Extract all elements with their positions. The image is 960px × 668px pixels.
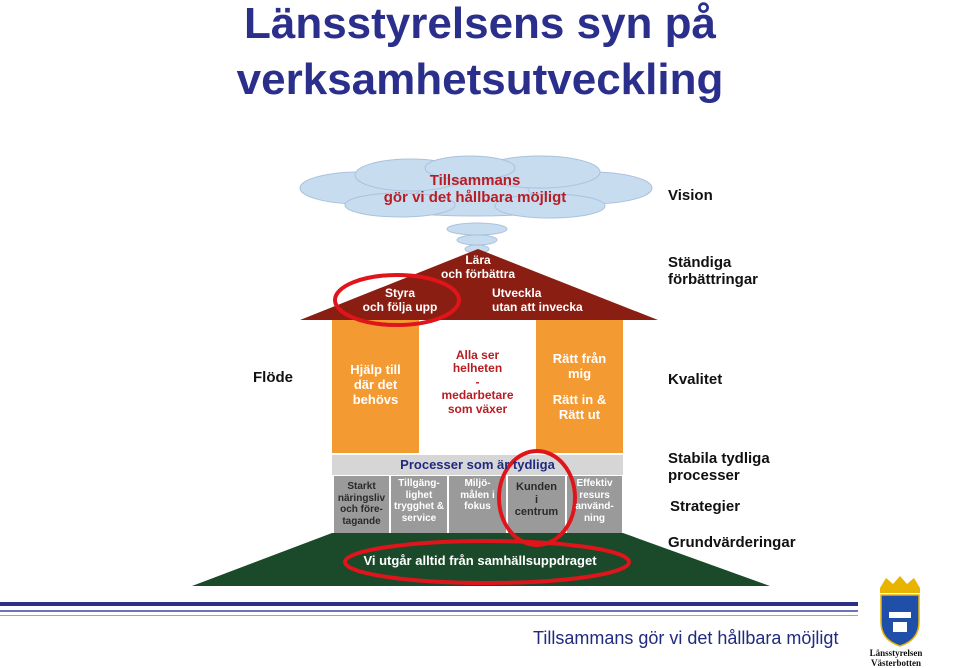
process-box-4-text [508, 481, 565, 519]
page-title-line1: Länsstyrelsens syn på [243, 0, 716, 48]
process-box-1-text [334, 481, 389, 527]
cloud-puffs [447, 223, 507, 253]
roof-right-text [492, 287, 622, 315]
logo-text-line-2: Västerbotten [871, 658, 921, 668]
label-stabila-processer [668, 450, 770, 485]
footer-slogan: Tillsammans gör vi det hållbara möjligt [533, 628, 839, 648]
process-box-2-line-4: service [401, 512, 437, 524]
roof-left-line-1: Styra [384, 286, 416, 300]
right-wall [536, 320, 623, 453]
roof-top-line-2: och förbättra [440, 266, 515, 281]
right-wall-bottom-line-2: Rätt ut [558, 406, 601, 422]
label-standiga-line-2: förbättringar [668, 271, 758, 289]
label-stabila-line-2: processer [668, 467, 740, 485]
footer-stripe-2 [0, 610, 858, 612]
process-header: Processer som är tydliga [400, 457, 555, 472]
process-box-2-line-3: trygghet & [394, 501, 444, 512]
process-box-3-line-3: fokus [464, 501, 491, 512]
process-box-5-text [567, 478, 622, 524]
label-stabila-line-1: Stabila tydliga [668, 450, 770, 467]
roof-left-line-2: och följa upp [362, 299, 438, 314]
roof-left-text [345, 287, 455, 315]
roof-top-text [418, 254, 538, 282]
logo-text-line-1: Länsstyrelsen [869, 648, 923, 658]
right-wall-top-text [536, 352, 623, 382]
right-wall-top-line-1: Rätt från [552, 351, 607, 366]
cloud-line-2: gör vi det hållbara möjligt [383, 189, 567, 207]
left-wall-text [332, 363, 419, 408]
process-box-1-line-2: näringsliv [337, 492, 386, 504]
cloud-text [340, 172, 610, 207]
roof-top-line-1: Lära [465, 253, 491, 267]
process-box-5-line-1: Effektiv [576, 478, 613, 489]
label-standiga-forbattringar [668, 254, 758, 289]
left-wall-line-3: behövs [352, 391, 399, 407]
page-title-line2: verksamhetsutveckling [236, 55, 724, 104]
process-box-4-line-2: i [534, 493, 539, 506]
footer-stripe-1 [0, 602, 858, 606]
left-wall-line-2: där det [353, 376, 398, 392]
process-box-2-line-2: lighet [405, 489, 433, 501]
coat-of-arms-logo [880, 576, 920, 646]
middle-wall-line-2: helheten [452, 361, 503, 376]
process-box-4-line-1: Kunden [516, 481, 557, 493]
middle-wall-line-5: som växer [447, 401, 508, 416]
process-box-1-line-4: tagande [342, 515, 381, 527]
process-box-4-line-3: centrum [514, 506, 559, 519]
label-flode: Flöde [253, 369, 293, 386]
cloud-line-1: Tillsammans [429, 172, 521, 189]
label-standiga-line-1: Ständiga [668, 254, 732, 271]
process-box-3-text [449, 478, 506, 513]
process-box-5-line-2: resurs [579, 489, 610, 501]
footer-stripe-3 [0, 615, 858, 616]
middle-wall-text [419, 349, 536, 416]
middle-wall-line-4: medarbetare [441, 388, 514, 403]
middle-wall-line-1: Alla ser [455, 348, 500, 362]
label-vision: Vision [668, 187, 713, 204]
label-kvalitet: Kvalitet [668, 371, 723, 388]
right-wall-bottom-line-1: Rätt in & [552, 392, 607, 407]
foundation-text: Vi utgår alltid från samhällsuppdraget [363, 553, 597, 568]
process-box-3-line-1: Miljö- [464, 478, 491, 489]
left-wall-line-1: Hjälp till [350, 362, 401, 377]
right-wall-bottom-text [536, 393, 623, 423]
process-box-5-line-4: ning [583, 512, 606, 524]
roof-right-line-2: utan att invecka [492, 299, 583, 314]
process-box-3-line-2: målen i [460, 489, 495, 501]
middle-wall-line-3: - [475, 374, 480, 389]
process-box-1-line-3: och före- [340, 504, 383, 515]
process-box-2-line-1: Tillgäng- [398, 478, 440, 489]
process-box-5-line-3: använd- [575, 501, 614, 512]
label-grundvarderingar: Grundvärderingar [668, 534, 796, 551]
right-wall-top-line-2: mig [567, 365, 592, 381]
process-box-1-line-1: Starkt [347, 481, 376, 492]
roof-right-line-1: Utveckla [492, 286, 542, 300]
process-box-2-text [391, 478, 447, 524]
label-strategier: Strategier [670, 498, 741, 515]
